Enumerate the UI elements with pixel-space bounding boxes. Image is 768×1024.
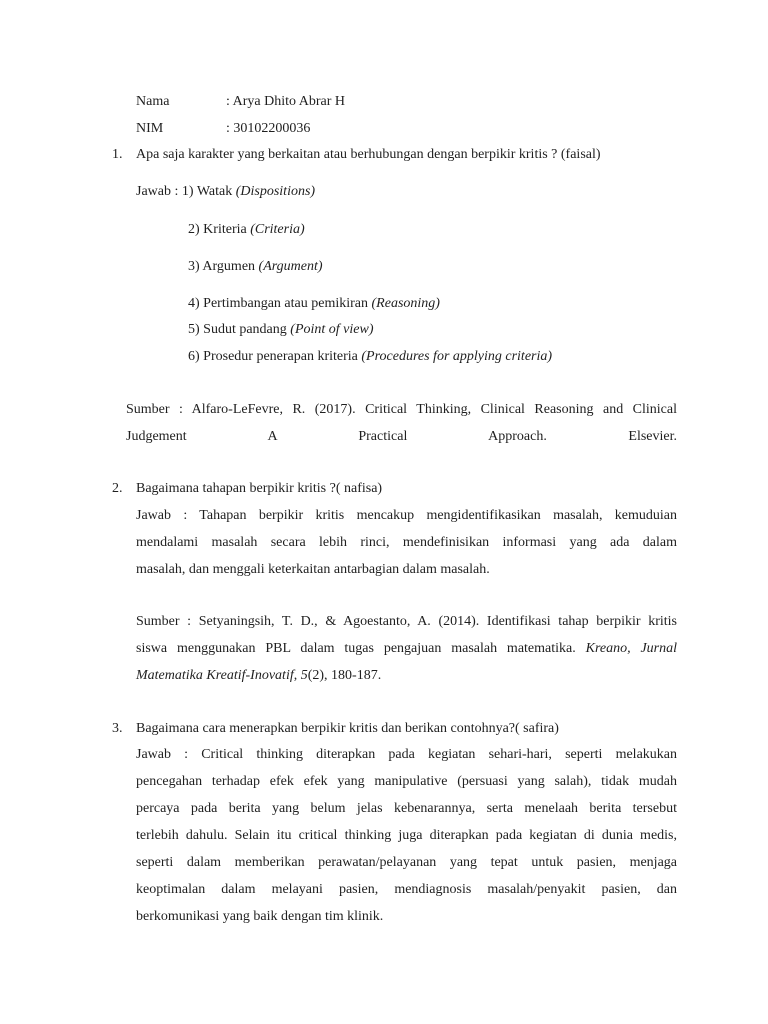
q1-item-6: 6) Prosedur penerapan kriteria (Procedures for applying criteria) xyxy=(188,349,553,364)
q1-item-5: 5) Sudut pandang (Point of view) xyxy=(188,322,374,337)
q1-source-line-1: Sumber : Alfaro-LeFevre, R. (2017). Critical Thinking, Clinical Reasoning and Clinical xyxy=(126,402,677,417)
q3-answer-line-1: Jawab : Critical thinking diterapkan pada kegiatan sehari-hari, seperti melakukan xyxy=(136,747,677,762)
q2-answer-line-1: Jawab : Tahapan berpikir kritis mencakup mengidentifikasikan masalah, kemuduian xyxy=(136,508,677,523)
q3-answer-line-5: seperti dalam memberikan perawatan/pelayanan yang tepat untuk pasien, menjaga xyxy=(136,855,677,870)
q3-answer-line-4: terlebih dahulu. Selain itu critical thinking juga diterapkan pada kegiatan di dunia medis, xyxy=(136,828,677,843)
q3-answer-line-3: percaya pada berita yang belum jelas kebenarannya, serta menelaah berita tersebut xyxy=(136,801,677,816)
q2-answer-line-3: masalah, dan menggali keterkaitan antarbagian dalam masalah. xyxy=(136,562,490,577)
q3-question: Bagaimana cara menerapkan berpikir kritis dan berikan contohnya?( safira) xyxy=(136,721,559,736)
q1-answer-intro: Jawab : xyxy=(136,184,182,199)
name-label: Nama xyxy=(136,94,170,109)
q1-item-2: 2) Kriteria (Criteria) xyxy=(188,222,305,237)
q1-number: 1. xyxy=(112,147,123,162)
q1-item-4: 4) Pertimbangan atau pemikiran (Reasoning) xyxy=(188,296,440,311)
q3-number: 3. xyxy=(112,721,123,736)
q1-item-3: 3) Argumen (Argument) xyxy=(188,259,323,274)
q2-question: Bagaimana tahapan berpikir kritis ?( nafisa) xyxy=(136,481,383,496)
q1-item-1: Jawab : 1) Watak (Dispositions) xyxy=(136,184,316,199)
name-value: : Arya Dhito Abrar H xyxy=(226,94,345,109)
q2-source-line-1: Sumber : Setyaningsih, T. D., & Agoestanto, A. (2014). Identifikasi tahap berpikir kritis xyxy=(136,614,677,629)
q1-source-line-2: Judgement A Practical Approach. Elsevier. xyxy=(126,429,677,444)
q3-answer-line-7: berkomunikasi yang baik dengan tim klinik. xyxy=(136,909,384,924)
q3-answer-line-6: keoptimalan dalam melayani pasien, mendiagnosis masalah/penyakit pasien, dan xyxy=(136,882,677,897)
q2-answer-line-2: mendalami masalah secara lebih rinci, mendefinisikan informasi yang ada dalam xyxy=(136,535,677,550)
nim-label: NIM xyxy=(136,121,164,136)
q2-source-line-2: siswa menggunakan PBL dalam tugas pengajuan masalah matematika. Kreano, Jurnal xyxy=(136,641,677,656)
q1-question: Apa saja karakter yang berkaitan atau berhubungan dengan berpikir kritis ? (faisal) xyxy=(136,147,601,162)
nim-value: : 30102200036 xyxy=(226,121,311,136)
q3-answer-line-2: pencegahan terhadap efek efek yang manipulative (persuasi yang salah), tidak mudah xyxy=(136,774,677,789)
q2-number: 2. xyxy=(112,481,123,496)
q2-source-line-3: Matematika Kreatif-Inovatif, 5(2), 180-187. xyxy=(136,668,382,683)
